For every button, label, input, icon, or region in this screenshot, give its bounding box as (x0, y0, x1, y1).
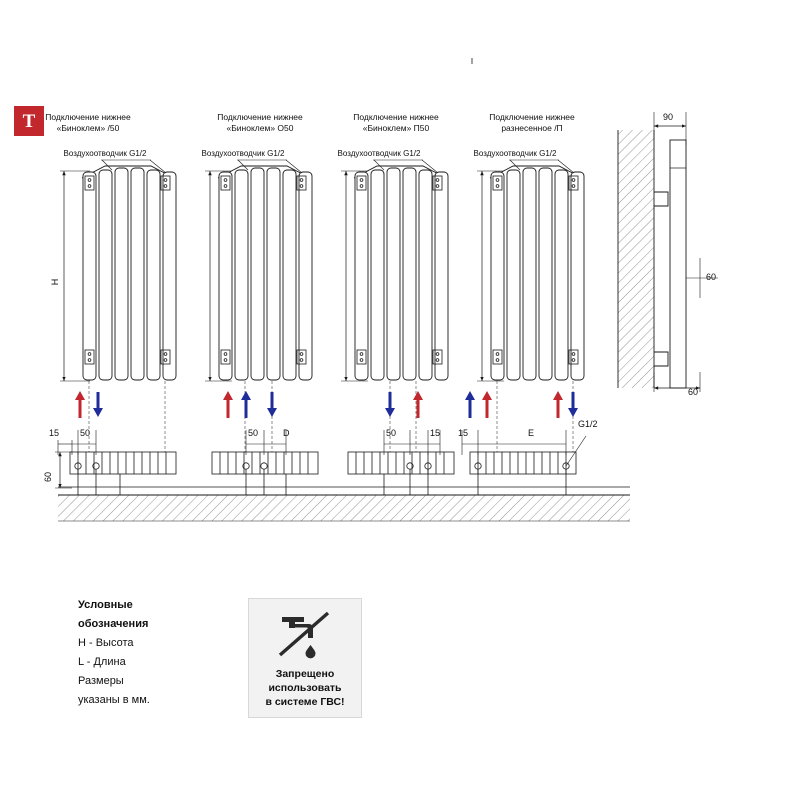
flow-arrow-4-left (465, 391, 475, 418)
variant-3-title-line2: «Биноклем» П50 (362, 123, 430, 133)
brand-logo-glyph: T (22, 110, 36, 132)
variant-4-vent-label: Воздухоотводчик G1/2 (473, 149, 557, 158)
legend-title-line2: обозначения (78, 618, 149, 630)
flow-arrow-3-left (385, 392, 395, 417)
warning-line2: использовать (268, 682, 342, 694)
wall-section (618, 112, 718, 392)
dim-90: 90 (663, 112, 674, 122)
variant-4-title-line2: разнесенное /П (501, 123, 563, 133)
flow-arrow-1-right (93, 392, 103, 417)
radiator-unit-1 (50, 160, 176, 452)
variant-1-title-line1: Подключение нижнее (45, 112, 131, 122)
dim-thread-g12: G1/2 (578, 419, 598, 429)
dim-50-c: 50 (386, 428, 397, 438)
dim-D: D (283, 428, 290, 438)
flow-arrows (75, 391, 578, 418)
variant-3-title-line1: Подключение нижнее (353, 112, 439, 122)
variant-3-vent-label: Воздухоотводчик G1/2 (337, 149, 421, 158)
legend-item-length: L - Длина (78, 656, 126, 668)
radiator-unit-4 (477, 160, 584, 452)
flow-arrow-4-right-blue (568, 392, 578, 417)
dim-E: E (528, 428, 535, 438)
flow-arrow-2-extra (267, 392, 277, 417)
warning-line1: Запрещено (275, 668, 335, 680)
legend-note-line1: Размеры (78, 675, 124, 687)
legend-title-line1: Условные (78, 599, 133, 611)
variant-1-vent-label: Воздухоотводчик G1/2 (63, 149, 147, 158)
height-label-1: H (50, 278, 60, 286)
flow-arrow-4-mid (482, 391, 492, 418)
flow-arrow-2-left (223, 391, 233, 418)
flow-arrow-4-right-red (553, 391, 563, 418)
variant-4-title-line1: Подключение нижнее (489, 112, 575, 122)
dim-15-b: 15 (430, 428, 441, 438)
variant-1-title-line2: «Биноклем» /50 (56, 123, 120, 133)
dim-50-a: 50 (80, 428, 91, 438)
variant-2-title-line2: «Биноклем» О50 (226, 123, 294, 133)
no-potable-water-icon (272, 609, 338, 663)
dim-60-bottom: 60 (688, 387, 699, 397)
legend-note-line2: указаны в мм. (78, 694, 150, 706)
variant-2-title-line1: Подключение нижнее (217, 112, 303, 122)
radiator-unit-2 (205, 160, 312, 452)
floor-plan-section (55, 430, 630, 521)
flow-arrow-3-right (413, 391, 423, 418)
flow-arrow-1-left (75, 391, 85, 418)
warning-text (249, 667, 361, 709)
warning-box (248, 598, 362, 718)
legend-item-height: H - Высота (78, 637, 134, 649)
legend (78, 596, 228, 710)
dim-15-a: 15 (49, 428, 60, 438)
variant-2-vent-label: Воздухоотводчик G1/2 (201, 149, 285, 158)
flow-arrow-2-right (241, 391, 251, 418)
dim-50-b: 50 (248, 428, 259, 438)
dim-15-c: 15 (458, 428, 469, 438)
dim-60-mid: 60 (706, 272, 717, 282)
warning-line3: в системе ГВС! (265, 696, 345, 708)
dim-60-floor: 60 (43, 471, 54, 483)
